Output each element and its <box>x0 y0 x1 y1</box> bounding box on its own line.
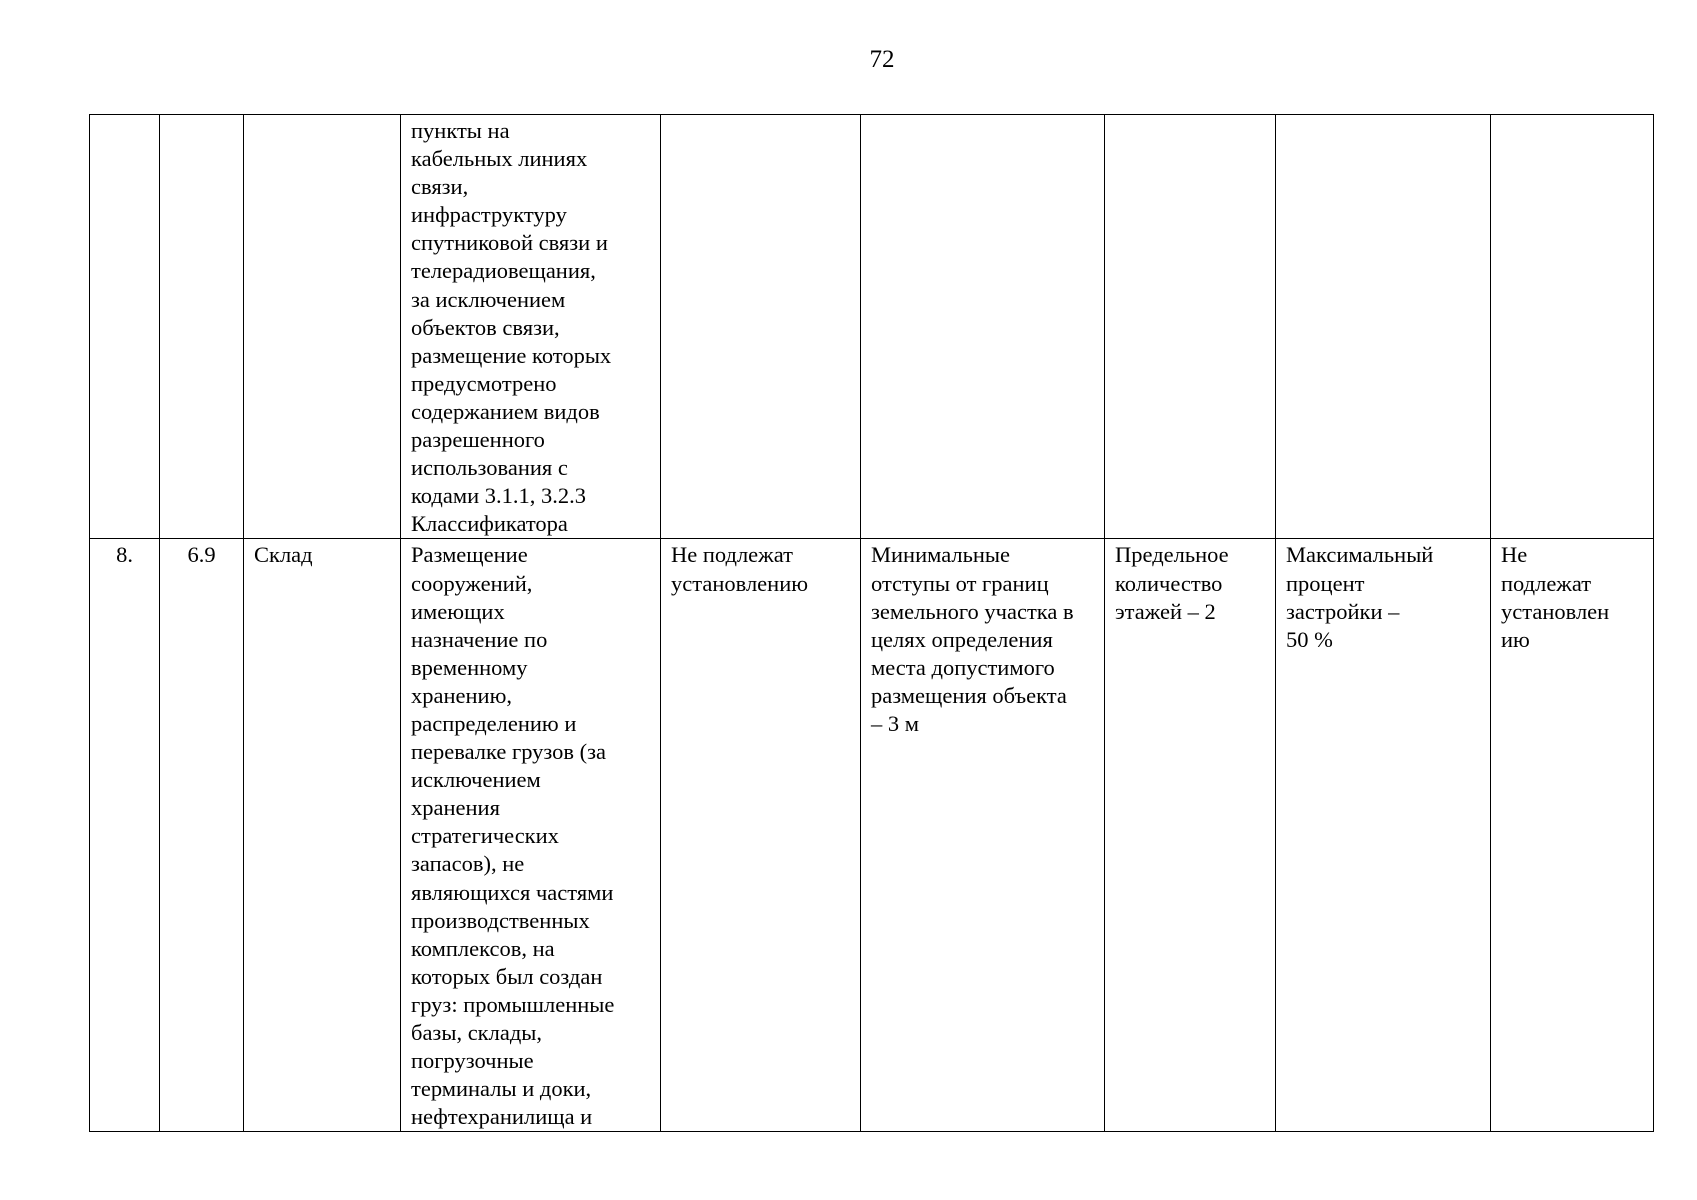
cell-floors <box>1105 115 1276 539</box>
other-line: установлен <box>1501 598 1610 624</box>
table-row-continued <box>90 115 1654 539</box>
setbacks-line: отступы от границ <box>871 570 1049 596</box>
floors-line: количество <box>1115 570 1223 596</box>
description-line: временному <box>411 654 528 680</box>
building-percent-line: 50 % <box>1286 626 1333 652</box>
cell-floors <box>1105 539 1276 1132</box>
cell-code: 6.9 <box>160 539 244 1132</box>
cell-name <box>244 115 401 539</box>
description-line: погрузочные <box>411 1048 534 1074</box>
description-line: назначение по <box>411 626 548 652</box>
description-line: терминалы и доки, <box>411 1076 592 1102</box>
description-line: размещение которых <box>411 342 612 368</box>
cell-description <box>401 539 661 1132</box>
description-line: комплексов, на <box>411 935 555 961</box>
description-line: исключением <box>411 767 541 793</box>
description-line: распределению и <box>411 710 577 736</box>
table-row-8 <box>90 539 1654 1132</box>
description-line: кабельных линиях <box>411 146 588 172</box>
description-line: производственных <box>411 907 590 933</box>
setbacks-line: размещения объекта <box>871 682 1067 708</box>
description-line: сооружений, <box>411 570 533 596</box>
min-max-area-line: установлению <box>671 570 809 596</box>
cell-other <box>1491 539 1654 1132</box>
min-max-area-line: Не подлежат <box>671 542 793 568</box>
setbacks-line: земельного участка в <box>871 598 1074 624</box>
other-line: подлежат <box>1501 570 1592 596</box>
cell-other <box>1491 115 1654 539</box>
description-line: являющихся частями <box>411 879 614 905</box>
description-line: за исключением <box>411 286 566 312</box>
other-line: ию <box>1501 626 1530 652</box>
description-line: связи, <box>411 174 469 200</box>
description-line: которых был создан <box>411 963 603 989</box>
description-line: кодами 3.1.1, 3.2.3 <box>411 483 586 509</box>
setbacks-line: места допустимого <box>871 654 1055 680</box>
description-line: нефтехранилища и <box>411 1104 593 1130</box>
description-line: спутниковой связи и <box>411 230 608 256</box>
description-line: пункты на <box>411 118 510 143</box>
cell-min-max-area <box>661 539 861 1132</box>
setbacks-line: целях определения <box>871 626 1053 652</box>
zoning-regulations-table <box>89 114 1654 1132</box>
cell-min-max-area <box>661 115 861 539</box>
description-line: использования с <box>411 455 568 481</box>
description-line: объектов связи, <box>411 314 560 340</box>
building-percent-line: Максимальный <box>1286 542 1434 568</box>
description-line: базы, склады, <box>411 1020 543 1045</box>
cell-setbacks <box>861 115 1105 539</box>
cell-building-percent <box>1276 115 1491 539</box>
description-line: инфраструктуру <box>411 202 567 228</box>
description-line: Размещение <box>411 542 528 568</box>
description-line: содержанием видов <box>411 398 600 424</box>
description-line: имеющих <box>411 598 505 624</box>
cell-name: Склад <box>244 539 401 1132</box>
cell-description <box>401 115 661 539</box>
cell-setbacks <box>861 539 1105 1132</box>
description-line: разрешенного <box>411 427 545 453</box>
description-line: хранения <box>411 795 500 821</box>
description-line: стратегических <box>411 823 559 849</box>
description-line: предусмотрено <box>411 370 557 396</box>
description-line: хранению, <box>411 682 513 708</box>
cell-num <box>90 115 160 539</box>
setbacks-line: – 3 м <box>871 710 919 736</box>
other-line: Не <box>1501 542 1528 568</box>
cell-num: 8. <box>90 539 160 1132</box>
building-percent-line: застройки – <box>1286 598 1400 624</box>
building-percent-line: процент <box>1286 570 1365 596</box>
description-line: телерадиовещания, <box>411 258 596 284</box>
floors-line: Предельное <box>1115 542 1229 568</box>
setbacks-line: Минимальные <box>871 542 1011 568</box>
description-line: перевалке грузов (за <box>411 739 607 765</box>
page-number: 72 <box>869 46 895 73</box>
description-line: Классификатора <box>411 511 568 537</box>
description-line: запасов), не <box>411 851 525 877</box>
cell-building-percent <box>1276 539 1491 1132</box>
cell-code <box>160 115 244 539</box>
description-line: груз: промышленные <box>411 991 615 1017</box>
floors-line: этажей – 2 <box>1115 598 1216 624</box>
